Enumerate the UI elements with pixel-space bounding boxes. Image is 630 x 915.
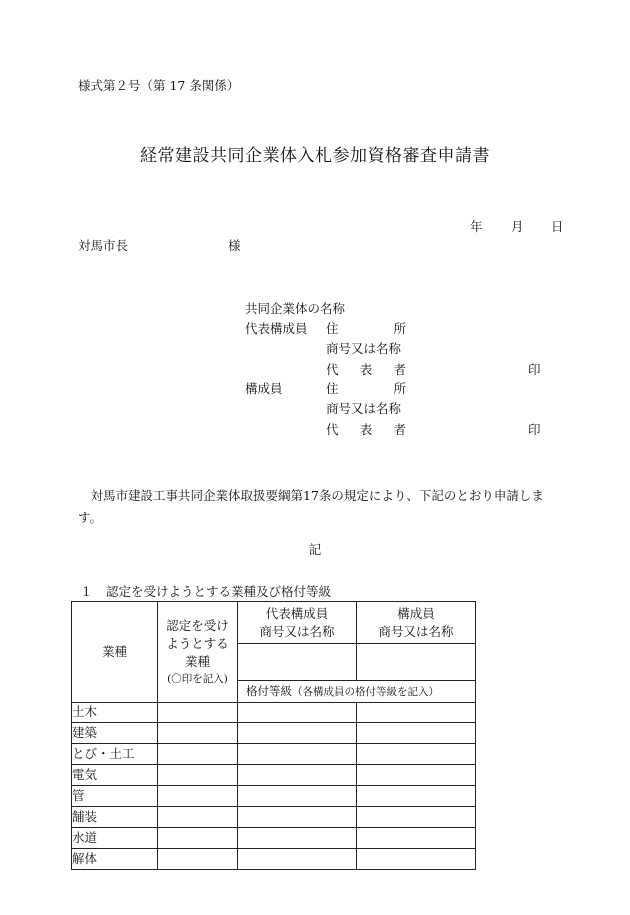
table-row	[72, 786, 476, 807]
header-certification: 認定を受け ようとする 業種 (〇印を記入)	[158, 602, 238, 703]
table-row	[72, 807, 476, 828]
date-day-label: 日	[551, 219, 564, 234]
section-1-number: １	[80, 584, 93, 599]
representative-grade-cell[interactable]	[238, 744, 357, 765]
representative-grade-cell[interactable]	[238, 765, 357, 786]
representative-company-label: 商号又は名称	[326, 341, 402, 356]
business-type-cell: 水道	[72, 828, 158, 849]
business-type-cell: 管	[72, 786, 158, 807]
representative-address-label: 住 所	[326, 321, 406, 336]
member-grade-cell[interactable]	[357, 723, 476, 744]
member-person-label: 代 表 者	[326, 422, 406, 437]
member-grade-cell[interactable]	[357, 807, 476, 828]
member-grade-cell[interactable]	[357, 828, 476, 849]
table-row	[72, 703, 476, 723]
document-title: 経常建設共同企業体入札参加資格審査申請書	[140, 146, 490, 166]
certification-cell[interactable]	[158, 723, 238, 744]
section-1-title: 認定を受けようとする業種及び格付等級	[106, 584, 332, 599]
business-type-table	[71, 601, 476, 870]
date-year-label: 年	[470, 219, 483, 234]
member-grade-cell[interactable]	[357, 703, 476, 723]
header-representative: 代表構成員 商号又は名称	[238, 602, 357, 644]
representative-grade-cell[interactable]	[238, 786, 357, 807]
member-address-label: 住 所	[326, 381, 406, 396]
member-grade-cell[interactable]	[357, 849, 476, 870]
business-type-cell: 建築	[72, 723, 158, 744]
table-row	[72, 849, 476, 870]
header-member: 構成員 商号又は名称	[357, 602, 476, 644]
certification-cell[interactable]	[158, 807, 238, 828]
member-grade-cell[interactable]	[357, 765, 476, 786]
jv-name-label: 共同企業体の名称	[245, 301, 346, 316]
certification-cell[interactable]	[158, 765, 238, 786]
certification-cell[interactable]	[158, 786, 238, 807]
ki-heading: 記	[308, 542, 322, 557]
header-certification-note: (〇印を記入)	[167, 672, 228, 685]
addressee-honorific: 様	[228, 238, 241, 253]
table-row	[72, 765, 476, 786]
member-grade-cell[interactable]	[357, 786, 476, 807]
header-grade: 格付等級（各構成員の格付等級を記入）	[238, 681, 476, 703]
date-month-label: 月	[511, 219, 524, 234]
member-grade-cell[interactable]	[357, 744, 476, 765]
header-business-type: 業種	[72, 602, 158, 703]
representative-grade-cell[interactable]	[238, 828, 357, 849]
member-seal-mark: 印	[528, 422, 541, 437]
representative-person-label: 代 表 者	[326, 362, 406, 377]
section-1-heading	[80, 584, 331, 599]
table-row	[72, 828, 476, 849]
business-type-cell: 電気	[72, 765, 158, 786]
representative-seal-mark: 印	[528, 362, 541, 377]
representative-grade-cell[interactable]	[238, 703, 357, 723]
addressee-name: 対馬市長	[78, 238, 129, 253]
form-number: 様式第２号（第 17 条関係）	[78, 78, 240, 93]
certification-cell[interactable]	[158, 703, 238, 723]
representative-grade-cell[interactable]	[238, 723, 357, 744]
representative-label: 代表構成員	[245, 321, 308, 336]
member-company-cell[interactable]	[357, 644, 476, 681]
table-row	[72, 744, 476, 765]
representative-company-cell[interactable]	[238, 644, 357, 681]
representative-grade-cell[interactable]	[238, 807, 357, 828]
member-label: 構成員	[245, 381, 283, 396]
certification-cell[interactable]	[158, 828, 238, 849]
business-type-cell: 土木	[72, 703, 158, 723]
member-company-label: 商号又は名称	[326, 401, 402, 416]
application-statement: 対馬市建設工事共同企業体取扱要綱第17条の規定により、下記のとおり申請します。	[78, 488, 544, 525]
certification-cell[interactable]	[158, 744, 238, 765]
business-type-cell: とび・土工	[72, 744, 158, 765]
representative-grade-cell[interactable]	[238, 849, 357, 870]
table-row	[72, 723, 476, 744]
business-type-cell: 舗装	[72, 807, 158, 828]
certification-cell[interactable]	[158, 849, 238, 870]
business-type-cell: 解体	[72, 849, 158, 870]
